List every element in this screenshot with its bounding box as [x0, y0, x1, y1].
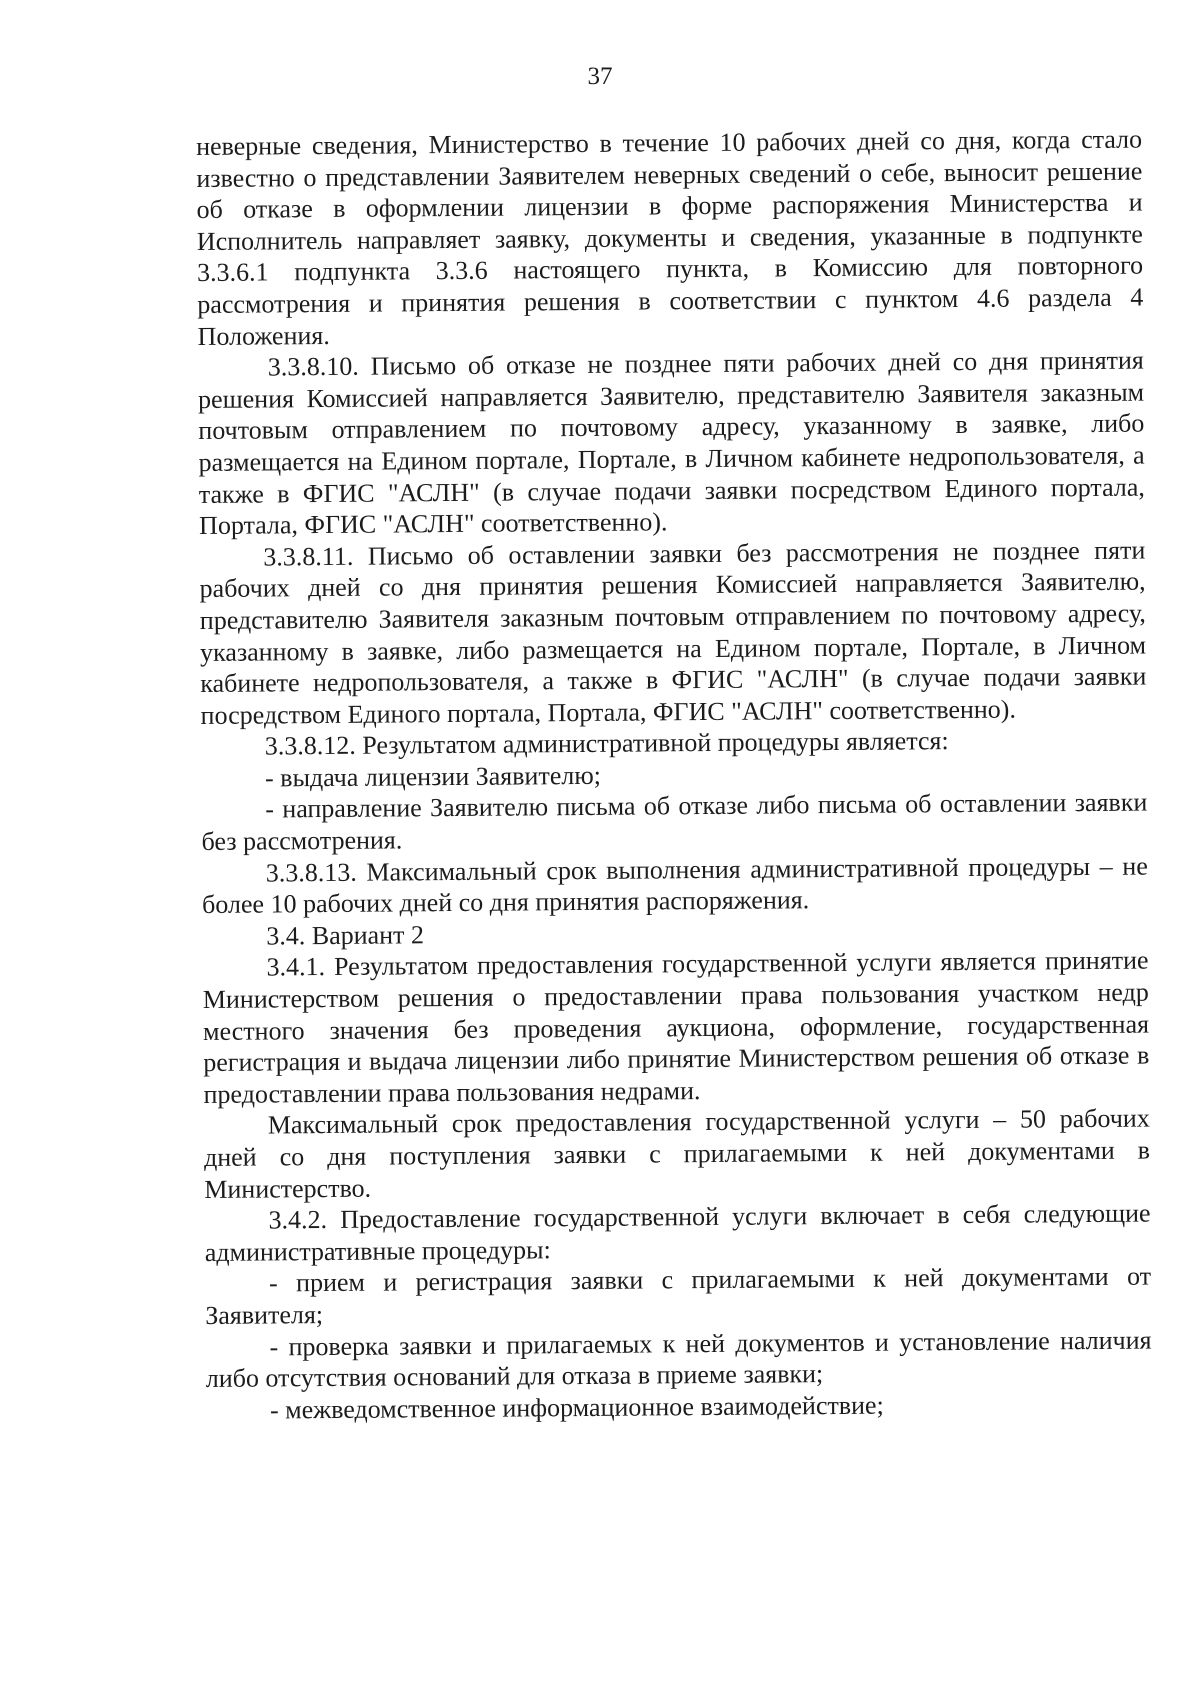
list-item-interaction: - межведомственное информационное взаимодействие; — [269, 1390, 884, 1425]
paragraph-3-4-2: 3.4.2. Предоставление государственной услуги включает в себя следующие административные процедуры: — [204, 1198, 1151, 1267]
paragraph-max-term: Максимальный срок предоставления государственной услуги – 50 рабочих дней со дня поступления заявки с прилагаемыми к ней документами в Министерство. — [203, 1103, 1151, 1204]
list-item-license-issue: - выдача лицензии Заявителю; — [264, 760, 602, 793]
paragraph-continuation: неверные сведения, Министерство в течение 10 рабочих дней со дня, когда стало известно о представлении Заявителем неверных сведений о себе, выносит решение об отказе в оформлении лицензии в форме распоряжения Министерства и Исполнитель направляет заявку, документы и сведения, указанные в подпункте 3.3.6.1 подпункта 3.3.6 настоящего пункта, в Комиссию для повторного рассмотрения и принятия решения в соответствии с пунктом 4.6 раздела 4 Положения. — [196, 124, 1144, 351]
paragraph-3-3-8-13: 3.3.8.13. Максимальный срок выполнения административной процедуры – не более 10 рабочих дней со дня принятия распоряжения. — [201, 851, 1148, 920]
section-heading-3-4: 3.4. Вариант 2 — [266, 920, 425, 951]
paragraph-3-3-8-11: 3.3.8.11. Письмо об оставлении заявки без рассмотрения не позднее пяти рабочих дней со дня принятия решения Комиссией направляется Заявителю, представителю Заявителя заказным почтовым отправлением по почтовому адресу, указанному в заявке, либо размещается на Едином портале, Портале, в Личном кабинете недропользователя, а также в ФГИС "АСЛН" (в случае подачи заявки посредством Единого портала, Портала, ФГИС "АСЛН" соответственно). — [199, 535, 1147, 730]
list-item-reception: - прием и регистрация заявки с прилагаемыми к ней документами от Заявителя; — [205, 1261, 1152, 1330]
paragraph-3-4-1: 3.4.1. Результатом предоставления государственной услуги является принятие Министерством решения о предоставлении права пользования участком недр местного значения без проведения аукциона, оформление, государственная регистрация и выдача лицензии либо принятие Министерством решения об отказе в предоставлении права пользования недрами. — [202, 945, 1150, 1109]
paragraph-3-3-8-10: 3.3.8.10. Письмо об отказе не позднее пяти рабочих дней со дня принятия решения Комиссией направляется Заявителю, представителю Заявителя заказным почтовым отправлением по почтовому адресу, указанному в заявке, либо размещается на Едином портале, Портале, в Личном кабинете недропользователя, а также в ФГИС "АСЛН" (в случае подачи заявки посредством Единого портала, Портала, ФГИС "АСЛН" соответственно). — [197, 345, 1145, 541]
document-body — [196, 124, 1152, 1427]
list-item-refusal-letter: - направление Заявителю письма об отказе либо письма об оставлении заявки без рассмотрения. — [201, 788, 1148, 857]
page-number: 37 — [587, 63, 613, 90]
list-item-verification: - проверка заявки и прилагаемых к ней документов и установление наличия либо отсутствия оснований для отказа в приеме заявки; — [205, 1325, 1152, 1394]
paragraph-3-3-8-12: 3.3.8.12. Результатом административной процедуры является: — [264, 726, 949, 761]
